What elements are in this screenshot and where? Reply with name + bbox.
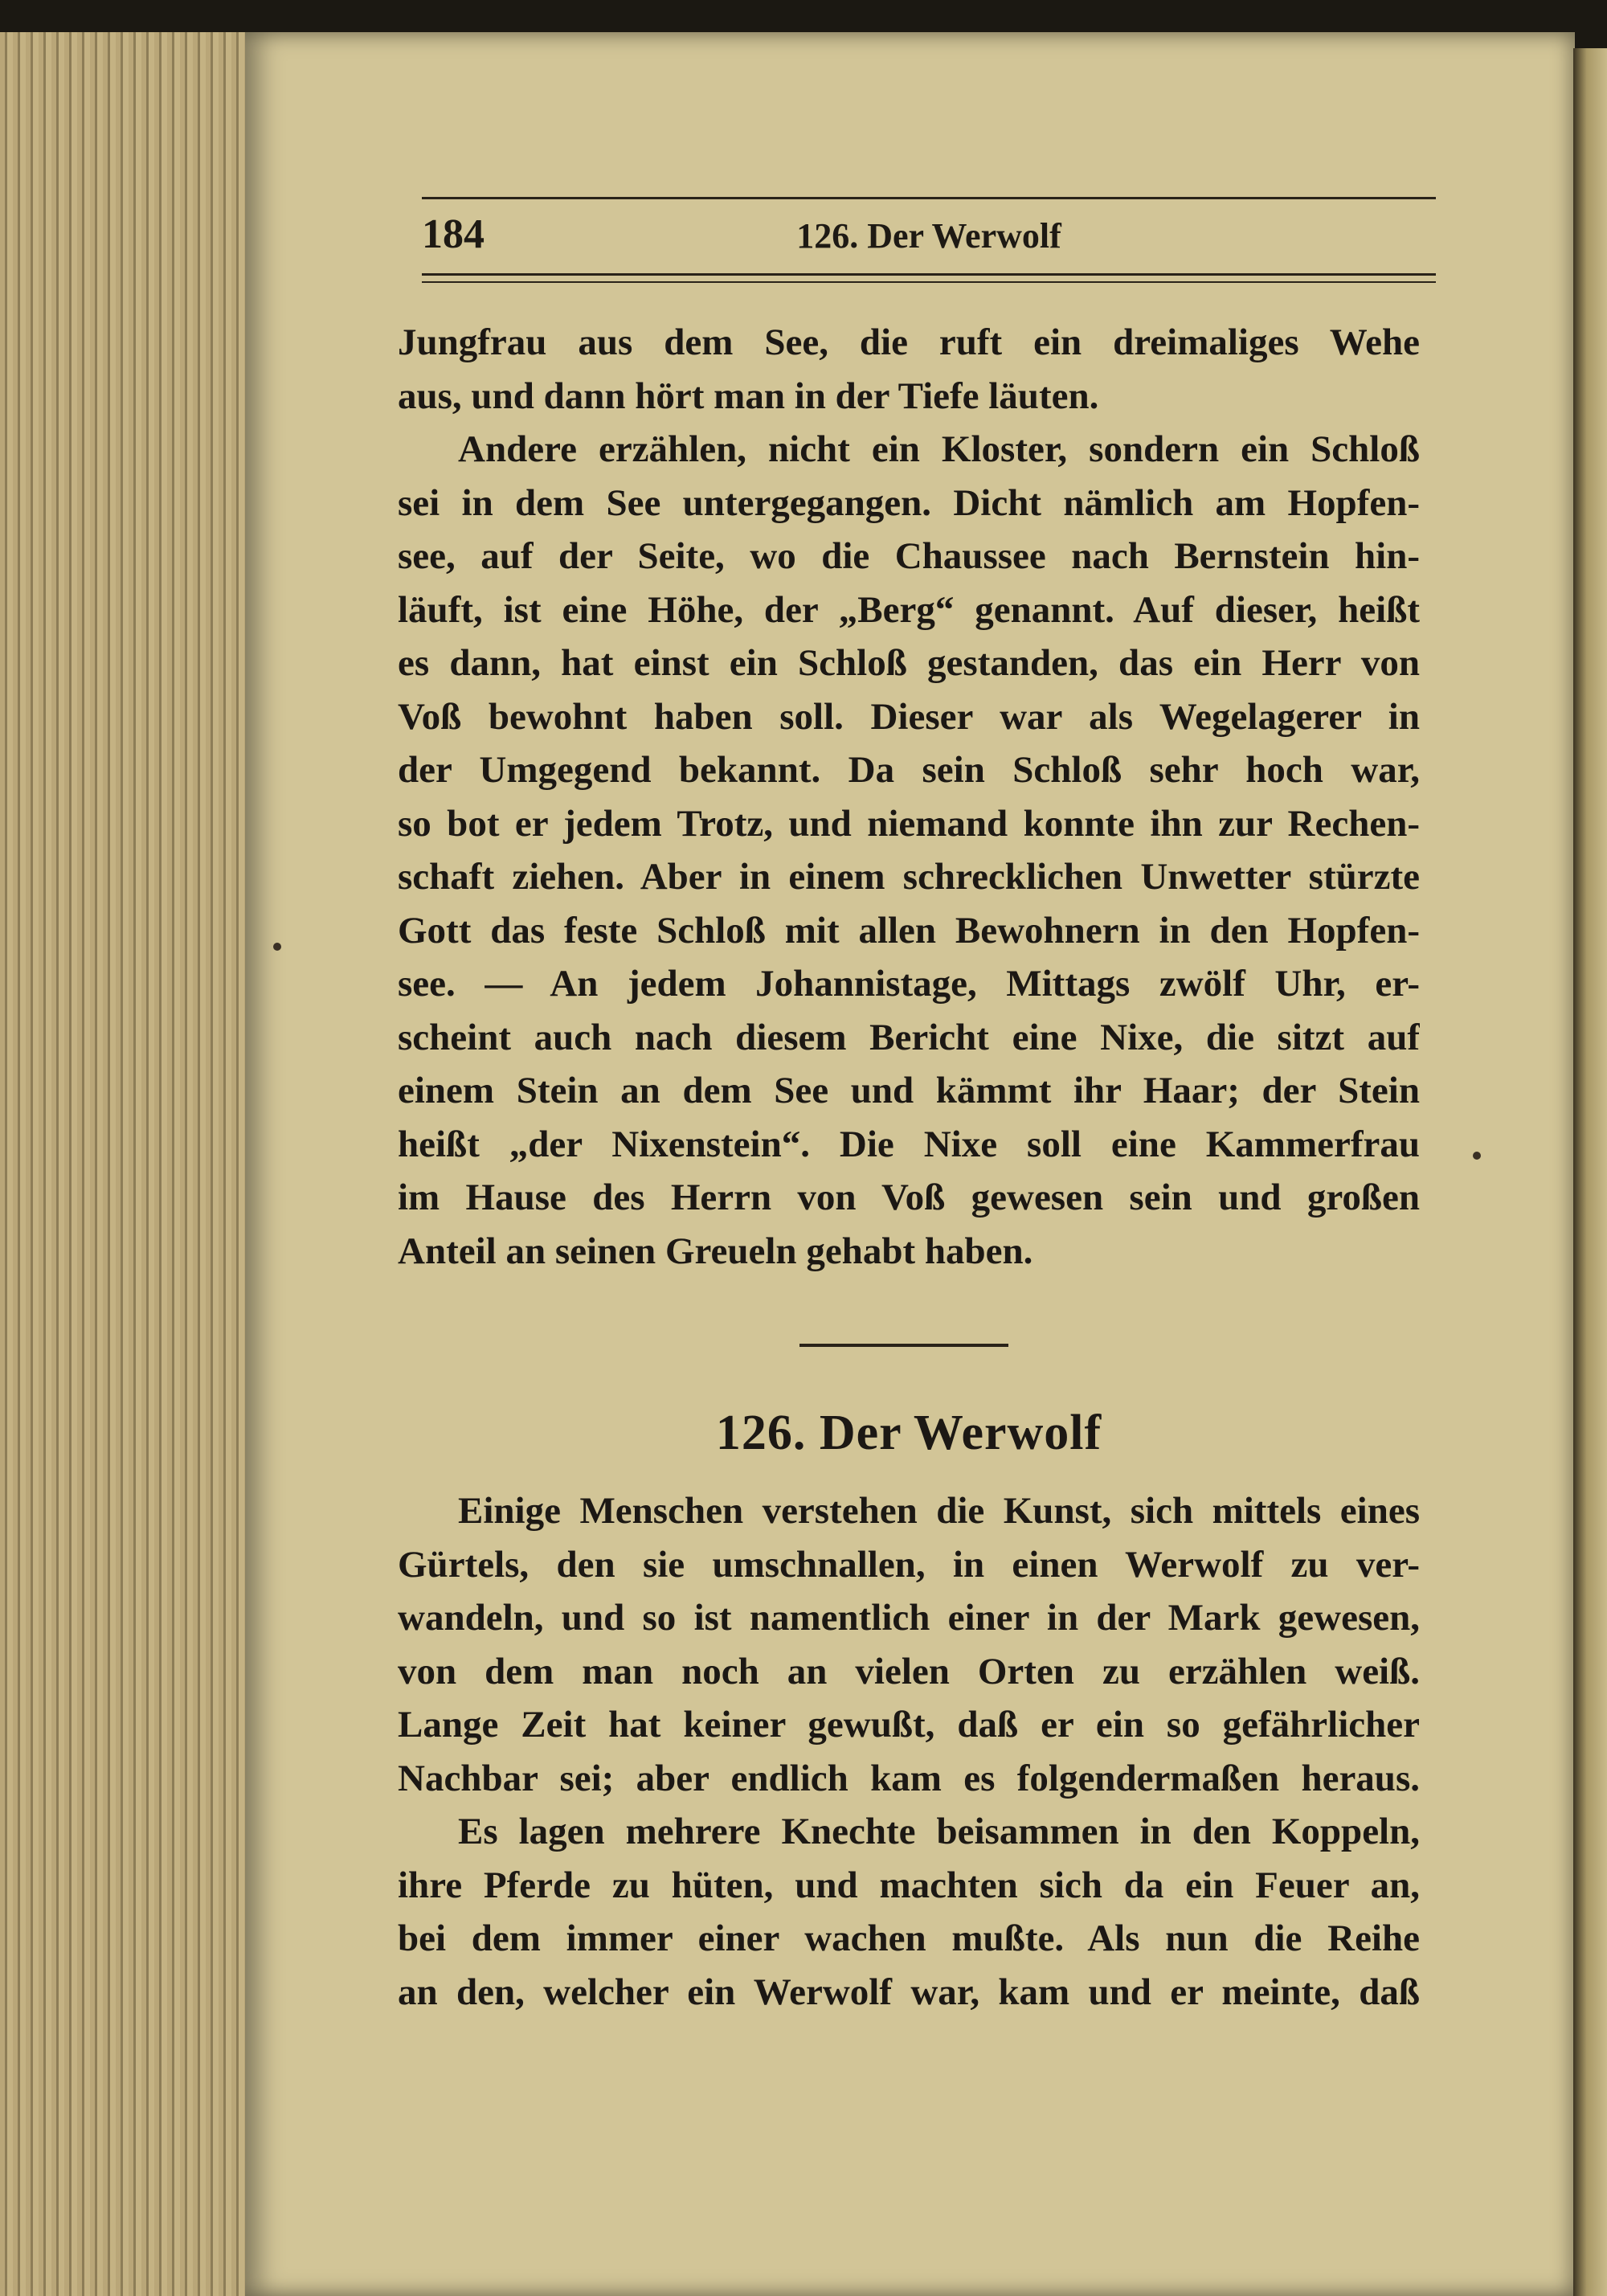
text-line: aus, und dann hört man in der Tiefe läuten. (398, 374, 1099, 417)
facing-page-edge (1573, 48, 1607, 2296)
book-page-edges (0, 32, 257, 2296)
header-bottom-rule-double (422, 281, 1436, 283)
text-block-lower (398, 1484, 1420, 2019)
text-block-upper (398, 316, 1420, 1278)
text-line: Voß bewohnt haben soll. Dieser war als Wegelagerer in (398, 695, 1420, 738)
text-line: see. — An jedem Johannistage, Mittags zwölf Uhr, er- (398, 963, 1420, 1005)
text-line: Gott das feste Schloß mit allen Bewohnern in den Hopfen- (398, 909, 1420, 952)
text-line: läuft, ist eine Höhe, der „Berg“ genannt. Auf dieser, heißt (398, 588, 1420, 631)
text-line: Andere erzählen, nicht ein Kloster, sondern ein Schloß (458, 428, 1420, 470)
text-line: Gürtels, den sie umschnallen, in einen Werwolf zu ver- (398, 1543, 1420, 1586)
paragraph (398, 423, 1420, 1278)
text-line: Lange Zeit hat keiner gewußt, daß er ein so gefährlicher (398, 1704, 1420, 1746)
text-line: der Umgegend bekannt. Da sein Schloß sehr hoch war, (398, 749, 1420, 791)
text-line: Einige Menschen verstehen die Kunst, sich mittels eines (458, 1490, 1420, 1532)
margin-dot (1473, 1152, 1481, 1160)
text-line: see, auf der Seite, wo die Chaussee nach Bernstein hin- (398, 535, 1420, 577)
header-top-rule (422, 197, 1436, 199)
paragraph (398, 1484, 1420, 1805)
text-line: an den, welcher ein Werwolf war, kam und er meinte, daß (398, 1971, 1420, 2013)
text-line: Nachbar sei; aber endlich kam es folgendermaßen heraus. (398, 1757, 1420, 1799)
text-line: heißt „der Nixenstein“. Die Nixe soll eine Kammerfrau (398, 1123, 1420, 1165)
running-title: 126. Der Werwolf (796, 216, 1061, 256)
header-bottom-rule (422, 273, 1436, 276)
running-head (422, 211, 1436, 267)
text-line: Es lagen mehrere Knechte beisammen in den Koppeln, (458, 1811, 1420, 1852)
text-line: von dem man noch an vielen Orten zu erzählen weiß. (398, 1650, 1420, 1692)
text-line: schaft ziehen. Aber in einem schrecklichen Unwetter stürzte (398, 856, 1420, 898)
margin-dot (273, 943, 281, 951)
text-line: scheint auch nach diesem Bericht eine Nixe, die sitzt auf (398, 1016, 1420, 1058)
section-heading: 126. Der Werwolf (715, 1406, 1102, 1460)
text-line: im Hause des Herrn von Voß gewesen sein und großen (398, 1177, 1420, 1218)
text-line: wandeln, und so ist namentlich einer in der Mark gewesen, (398, 1597, 1420, 1639)
text-line: Jungfrau aus dem See, die ruft ein dreimaliges Wehe (398, 321, 1420, 363)
text-line: sei in dem See untergegangen. Dicht nämlich am Hopfen- (398, 481, 1420, 524)
text-line: einem Stein an dem See und kämmt ihr Haar; der Stein (398, 1070, 1420, 1111)
paragraph-continuation (398, 316, 1420, 423)
paragraph (398, 1805, 1420, 2019)
section-divider (799, 1344, 1008, 1347)
text-line: ihre Pferde zu hüten, und machten sich da ein Feuer an, (398, 1864, 1420, 1906)
text-line: es dann, hat einst ein Schloß gestanden, das ein Herr von (398, 642, 1420, 684)
text-line: so bot er jedem Trotz, und niemand konnte ihn zur Rechen- (398, 802, 1420, 845)
text-line: Anteil an seinen Greueln gehabt haben. (398, 1230, 1033, 1272)
text-line: bei dem immer einer wachen mußte. Als nun die Reihe (398, 1917, 1420, 1959)
page-number: 184 (422, 211, 485, 257)
